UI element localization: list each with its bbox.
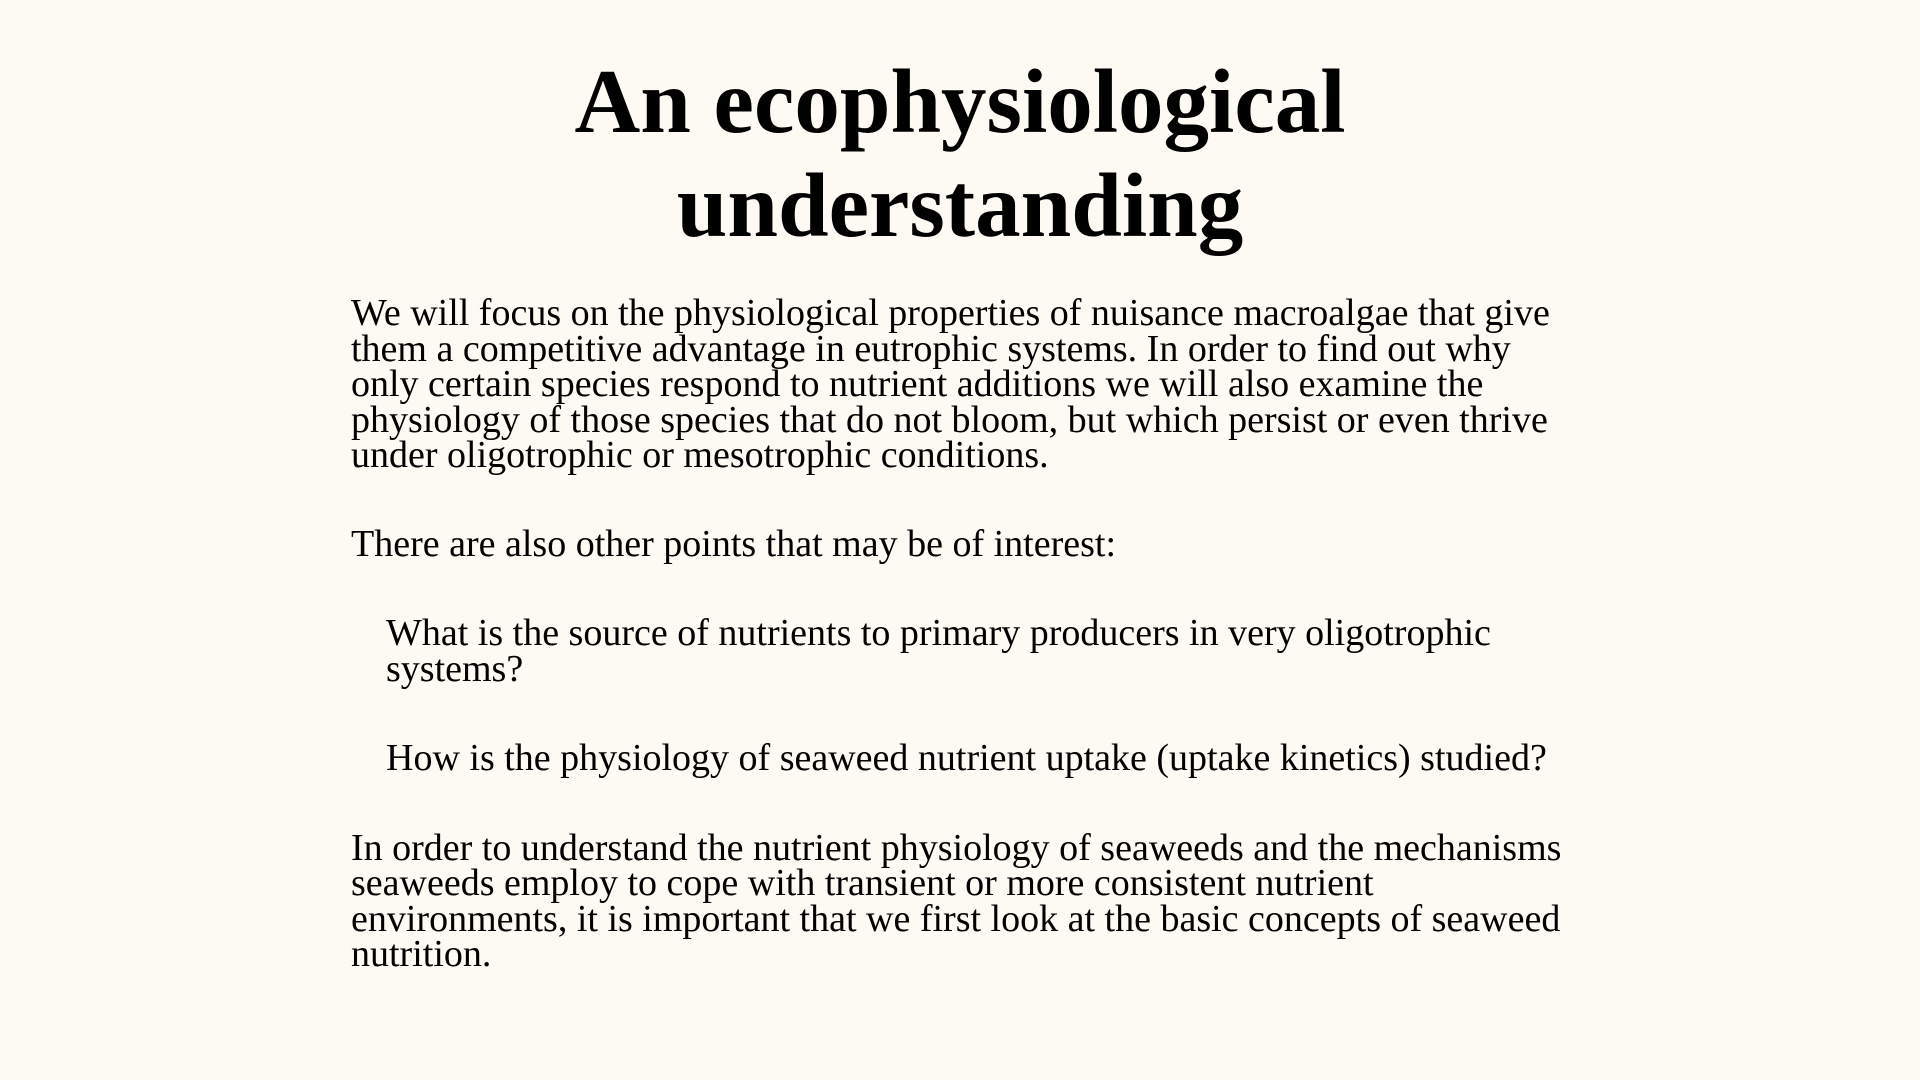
intro-paragraph: We will focus on the physiological properties of nuisance macroalgae that give them a competitive advantage in eutrophic systems. In order to find out why only certain species respond to nutrient additions we will also examine the physiology of those species that do not bloom, but which persist or even thrive under oligotrophic or mesotrophic conditions. [351,292,1550,476]
question-1-paragraph: What is the source of nutrients to primary producers in very oligotrophic systems? [386,612,1491,690]
slide-title: An ecophysiological understanding [574,51,1346,256]
other-points-paragraph: There are also other points that may be of interest: [351,522,1117,565]
slide-body [351,292,1591,975]
question-2-paragraph: How is the physiology of seaweed nutrient uptake (uptake kinetics) studied? [386,737,1547,779]
conclusion-paragraph: In order to understand the nutrient physiology of seaweeds and the mechanisms seaweeds employ to cope with transient or more consistent nutrient environments, it is important that we first look at the basic concepts of seaweed nutrition. [351,826,1562,975]
